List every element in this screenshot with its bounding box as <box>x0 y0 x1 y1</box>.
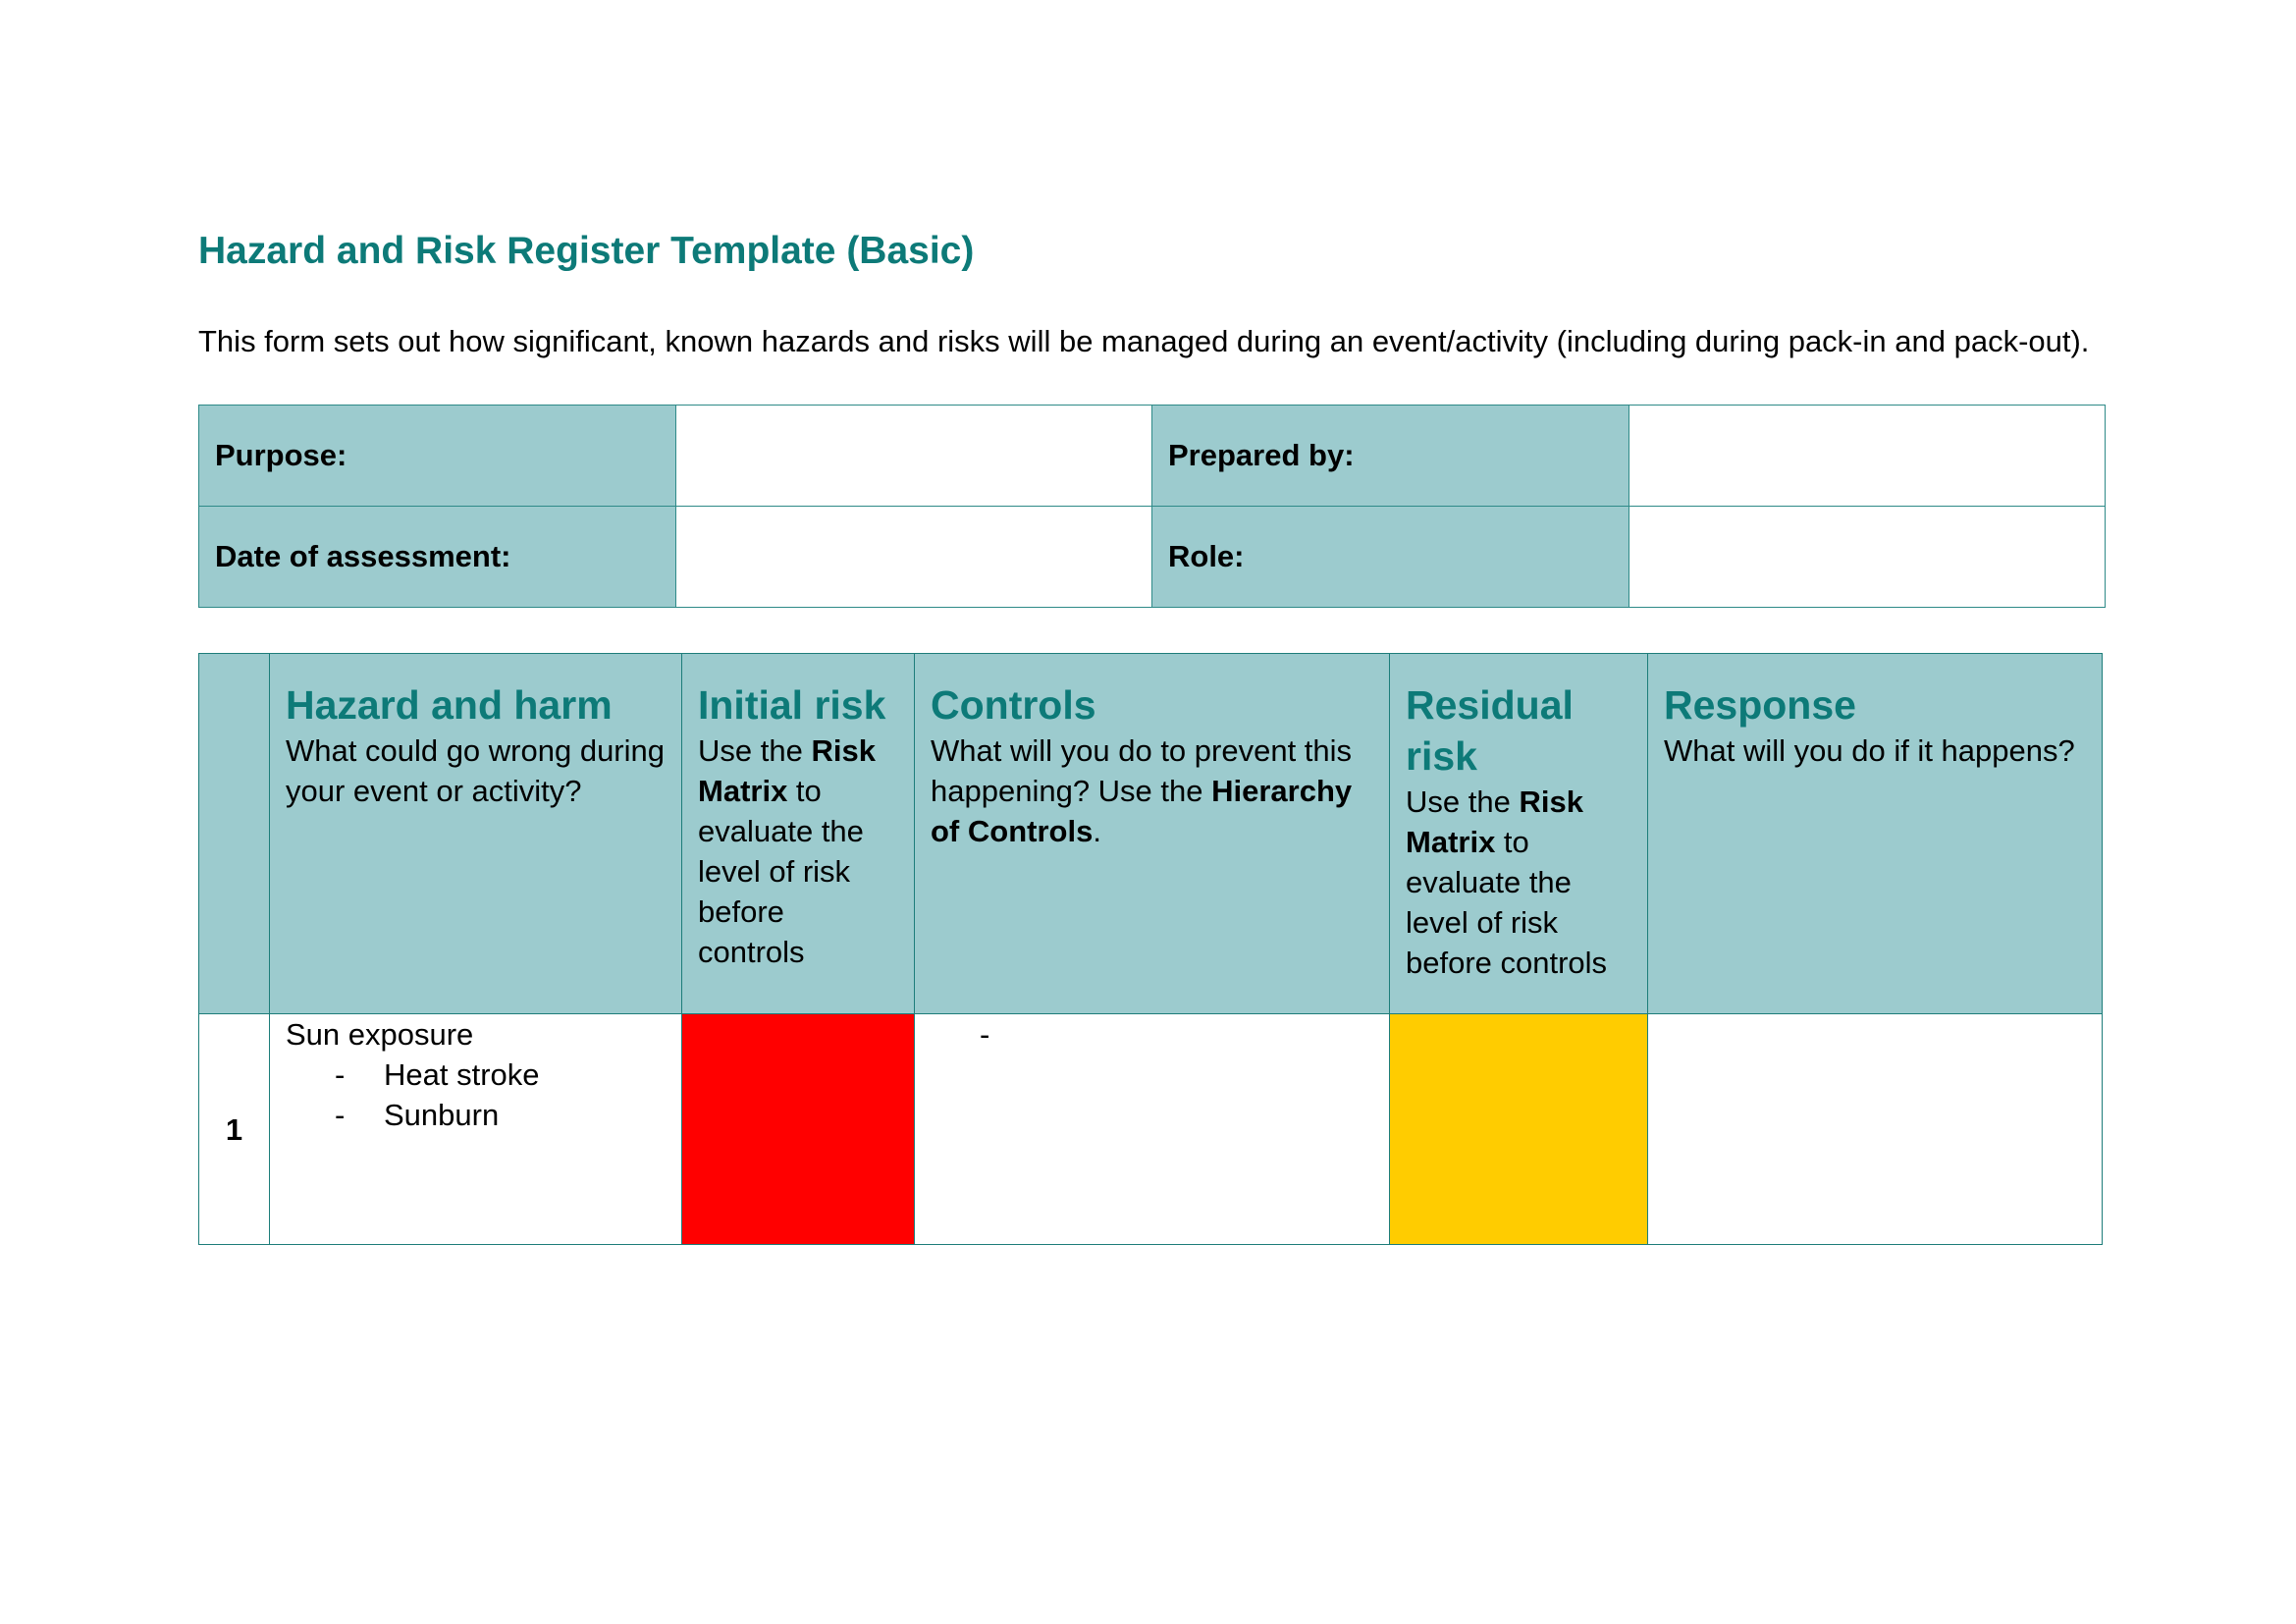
initial-risk-description: Use the Risk Matrix to evaluate the level of risk before controls <box>698 733 876 969</box>
purpose-label: Purpose: <box>199 406 676 507</box>
list-item: - Sunburn <box>335 1098 500 1132</box>
hazard-heading: Hazard and harm <box>286 682 613 728</box>
harm-list <box>286 1055 666 1135</box>
hierarchy-of-controls-ref: Hierarchy of Controls <box>931 774 1353 848</box>
date-of-assessment-label: Date of assessment: <box>199 507 676 608</box>
controls-column-header <box>915 654 1390 1014</box>
controls-description: What will you do to prevent this happening? Use the Hierarchy of Controls. <box>931 733 1353 848</box>
risk-register-table <box>198 653 2103 1245</box>
hazard-description: What could go wrong during your event or activity? <box>286 733 666 808</box>
residual-risk-description: Use the Risk Matrix to evaluate the level of risk before controls <box>1406 785 1608 980</box>
response-column-header <box>1648 654 2103 1014</box>
role-label: Role: <box>1152 507 1629 608</box>
prepared-by-label: Prepared by: <box>1152 406 1629 507</box>
list-item: - Heat stroke <box>335 1057 540 1092</box>
number-column-header <box>199 654 270 1014</box>
controls-cell[interactable] <box>915 1014 1390 1245</box>
response-heading: Response <box>1664 682 1856 728</box>
residual-risk-column-header <box>1390 654 1648 1014</box>
hazard-cell[interactable] <box>270 1014 682 1245</box>
residual-risk-heading: Residual risk <box>1406 682 1574 779</box>
initial-risk-cell[interactable] <box>682 1014 915 1245</box>
risk-matrix-ref: Risk Matrix <box>1406 785 1583 859</box>
info-row <box>199 406 2106 507</box>
initial-risk-column-header <box>682 654 915 1014</box>
hazard-name: Sun exposure <box>286 1017 474 1052</box>
role-field[interactable] <box>1629 507 2106 608</box>
purpose-field[interactable] <box>675 406 1152 507</box>
register-header-row <box>199 654 2103 1014</box>
row-number: 1 <box>199 1014 270 1245</box>
info-table <box>198 405 2106 608</box>
date-of-assessment-field[interactable] <box>675 507 1152 608</box>
controls-heading: Controls <box>931 682 1096 728</box>
controls-bullet: - <box>980 1017 990 1052</box>
page-title: Hazard and Risk Register Template (Basic) <box>198 230 975 272</box>
prepared-by-field[interactable] <box>1629 406 2106 507</box>
residual-risk-cell[interactable] <box>1390 1014 1648 1245</box>
response-description: What will you do if it happens? <box>1664 733 2075 768</box>
response-cell[interactable] <box>1648 1014 2103 1245</box>
hazard-column-header <box>270 654 682 1014</box>
risk-matrix-ref: Risk Matrix <box>698 733 876 808</box>
info-row <box>199 507 2106 608</box>
initial-risk-heading: Initial risk <box>698 682 886 728</box>
table-row <box>199 1014 2103 1245</box>
intro-text: This form sets out how significant, known hazards and risks will be managed during an event/activity (including during pack-in and pack-out). <box>198 324 2090 358</box>
